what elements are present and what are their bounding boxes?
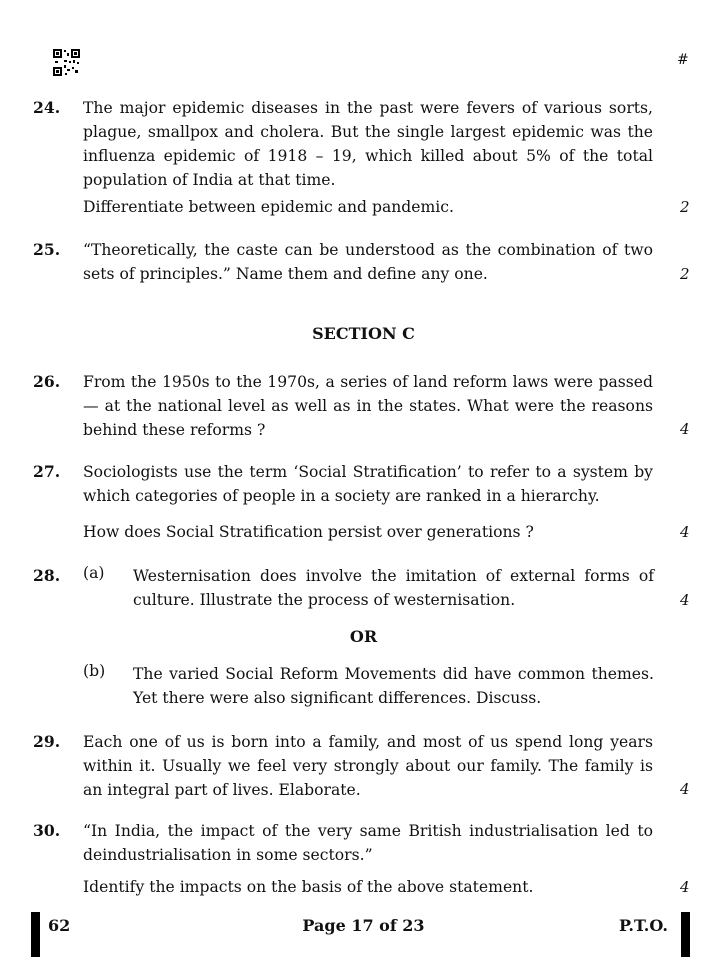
question-number: 29.	[33, 732, 61, 751]
question-text: From the 1950s to the 1970s, a series of land reform laws were passed — at the national level as well as in the states. What were the reasons behind these reforms ?	[83, 373, 653, 439]
question-number: 28.	[33, 566, 61, 585]
marks: 4	[680, 878, 690, 896]
page-number: Page 17 of 23	[302, 916, 425, 935]
marks: 4	[680, 591, 690, 609]
paper-code: 62	[48, 916, 71, 935]
footer-bar-right	[681, 912, 690, 957]
marks: 4	[680, 523, 690, 541]
pto-label: P.T.O.	[619, 916, 668, 935]
marks: 4	[680, 420, 690, 438]
option-a-text: Westernisation does involve the imitation of external forms of culture. Illustrate the process of westernisation.	[133, 567, 654, 609]
qr-code-icon	[53, 49, 80, 76]
option-b-text: The varied Social Reform Movements did have common themes. Yet there were also significant differences. Discuss.	[133, 665, 654, 707]
question-subtext: Differentiate between epidemic and pandemic.	[83, 198, 454, 216]
top-right-mark: #	[677, 52, 689, 68]
question-number: 25.	[33, 240, 61, 259]
or-divider: OR	[349, 627, 378, 646]
question-subtext: Identify the impacts on the basis of the above statement.	[83, 878, 534, 896]
question-number: 27.	[33, 462, 61, 481]
question-number: 24.	[33, 98, 61, 117]
question-number: 30.	[33, 821, 61, 840]
question-text: “In India, the impact of the very same British industrialisation led to deindustrialisation in some sectors.”	[83, 822, 653, 864]
section-title: SECTION C	[312, 324, 415, 343]
marks: 2	[680, 265, 690, 283]
option-b-label: (b)	[83, 662, 106, 680]
marks: 2	[680, 198, 690, 216]
question-text: The major epidemic diseases in the past were fevers of various sorts, plague, smallpox and cholera. But the single largest epidemic was the influenza epidemic of 1918 – 19, which killed about 5% of the total population of India at that time.	[83, 99, 653, 189]
question-subtext: How does Social Stratification persist over generations ?	[83, 523, 534, 541]
question-number: 26.	[33, 372, 61, 391]
option-a-label: (a)	[83, 564, 105, 582]
question-text: Sociologists use the term ‘Social Stratification’ to refer to a system by which categories of people in a society are ranked in a hierarchy.	[83, 463, 653, 505]
question-text: “Theoretically, the caste can be understood as the combination of two sets of principles.” Name them and define any one.	[83, 241, 653, 283]
marks: 4	[680, 780, 690, 798]
question-text: Each one of us is born into a family, and most of us spend long years within it. Usually we feel very strongly about our family. The family is an integral part of lives. Elaborate.	[83, 733, 653, 799]
